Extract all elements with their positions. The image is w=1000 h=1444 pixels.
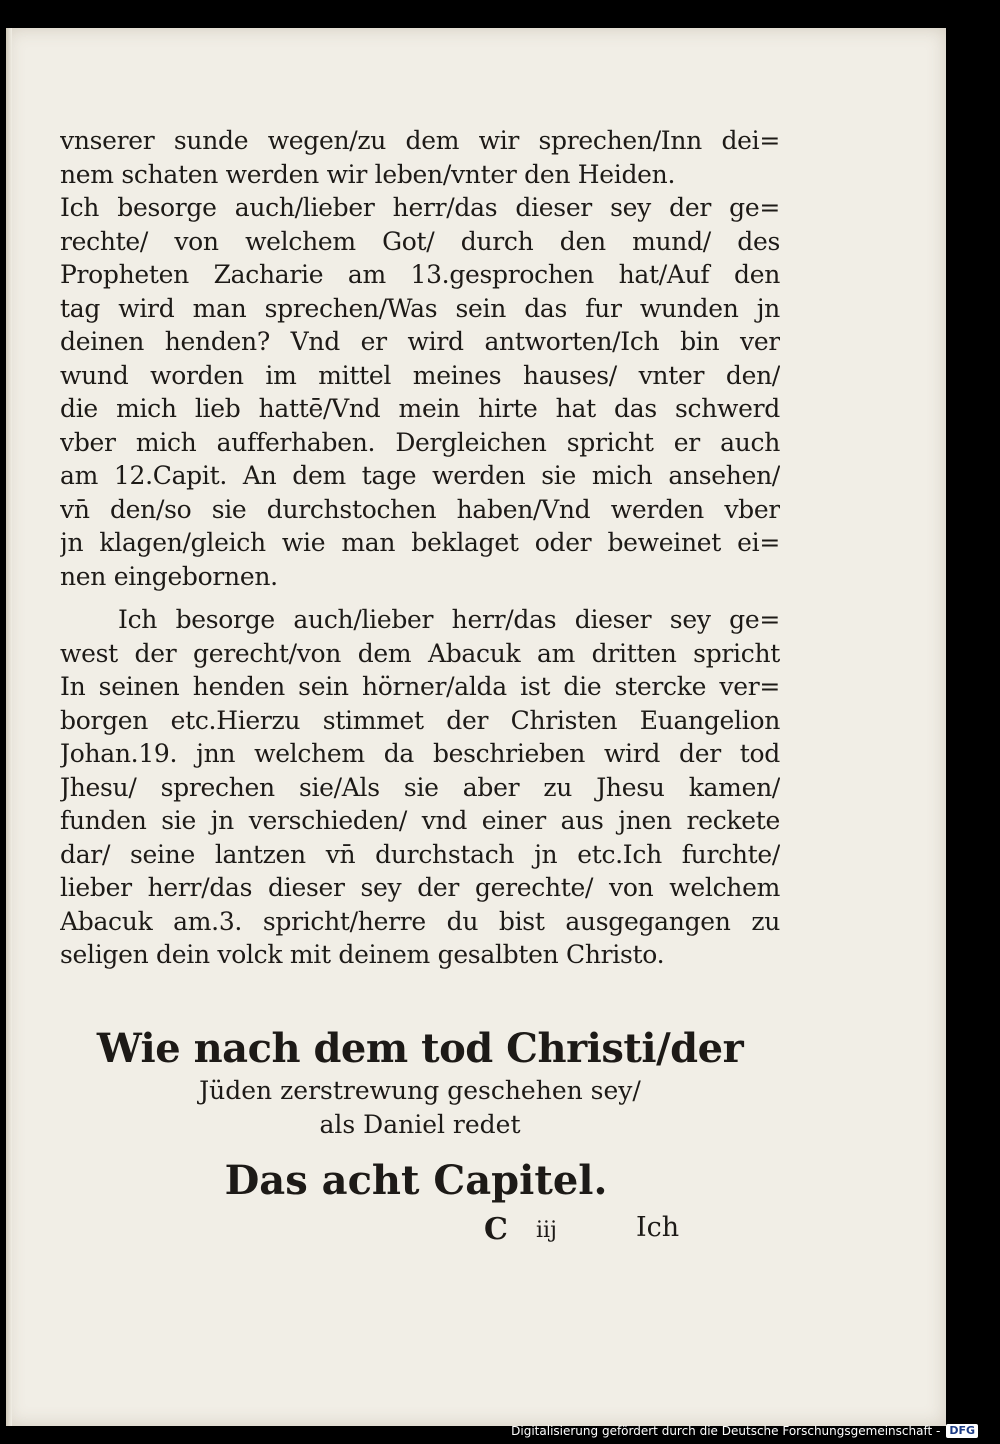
section-heading — [60, 1024, 780, 1142]
text-line: funden sie jn verschieden/ vnd einer aus jnen reckete — [60, 806, 780, 835]
text-line: deinen henden? Vnd er wird antworten/Ich bin ver — [60, 327, 780, 356]
chapter-title: Das acht Capitel. — [224, 1157, 608, 1204]
text-line: wund worden im mittel meines hauses/ vnter den/ — [60, 360, 780, 390]
paragraph-gap — [60, 593, 780, 603]
book-page — [6, 28, 946, 1426]
text-line: Jhesu/ sprechen sie/Als sie aber zu Jhesu kamen/ — [60, 772, 780, 802]
catchword: Ich — [636, 1212, 680, 1243]
text-line: west der gerecht/von dem Abacuk am dritten spricht — [60, 638, 780, 668]
text-line: borgen etc.Hierzu stimmet der Christen Euangelion — [60, 705, 780, 735]
text-line: dar/ seine lantzen vn̄ durchstach jn etc.Ich furchte/ — [60, 839, 780, 869]
text-line: nen eingebornen. — [60, 561, 278, 591]
text-line: seligen dein volck mit deinem gesalbten Christo. — [60, 940, 665, 969]
text-line: Ich besorge auch/lieber herr/das dieser sey der ge= — [60, 193, 780, 222]
text-line: vnserer sunde wegen/zu dem wir sprechen/Inn dei= — [60, 126, 780, 155]
text-line: am 12.Capit. An dem tage werden sie mich ansehen/ — [60, 461, 780, 490]
body-text — [60, 124, 780, 972]
text-line: Abacuk am.3. spricht/herre du bist ausgegangen zu — [60, 906, 780, 936]
heading-line-2: Jüden zerstrewung geschehen sey/ — [199, 1076, 641, 1105]
text-line: rechte/ von welchem Got/ durch den mund/ des — [60, 226, 780, 256]
heading-line-3: als Daniel redet — [319, 1110, 521, 1139]
text-line: lieber herr/das dieser sey der gerechte/ von welchem — [60, 873, 780, 902]
text-line: tag wird man sprechen/Was sein das fur wunden jn — [60, 293, 780, 323]
text-line: Johan.19. jnn welchem da beschrieben wird der tod — [60, 739, 780, 768]
digitization-credit — [511, 1420, 978, 1442]
heading-line-1: Wie nach dem tod Christi/der — [96, 1025, 744, 1072]
signature-mark: C — [484, 1212, 508, 1247]
dfg-logo-icon: DFG — [946, 1424, 978, 1438]
credit-text: Digitalisierung gefördert durch die Deutsche Forschungsgemeinschaft - — [511, 1424, 941, 1438]
text-line: jn klagen/gleich wie man beklaget oder beweinet ei= — [60, 528, 780, 557]
text-line: vn̄ den/so sie durchstochen haben/Vnd werden vber — [60, 494, 780, 524]
text-line: die mich lieb hattē/Vnd mein hirte hat das schwerd — [60, 394, 780, 423]
text-line: nem schaten werden wir leben/vnter den Heiden. — [60, 159, 676, 189]
text-line: vber mich aufferhaben. Dergleichen spricht er auch — [60, 427, 780, 457]
text-line: In seinen henden sein hörner/alda ist die stercke ver= — [60, 672, 780, 701]
text-line: Propheten Zacharie am 13.gesprochen hat/Auf den — [60, 260, 780, 289]
page-footer — [6, 1212, 946, 1252]
text-line: Ich besorge auch/lieber herr/das dieser sey ge= — [118, 605, 780, 634]
signature-number: iij — [536, 1218, 557, 1243]
